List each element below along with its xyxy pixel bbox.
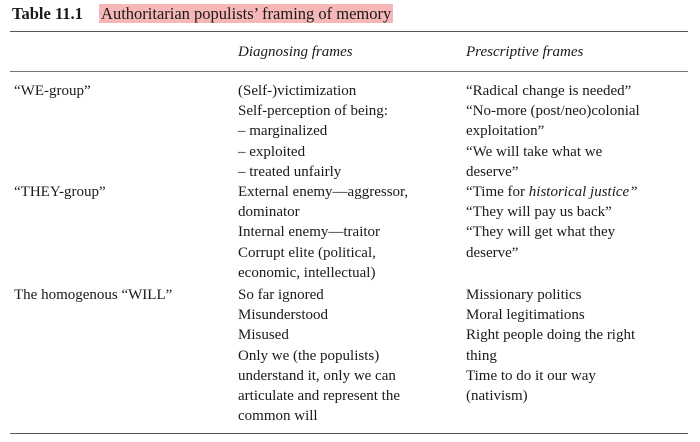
header-prescriptive: Prescriptive frames (466, 44, 584, 60)
bottom-rule (10, 433, 688, 434)
table-title: Authoritarian populists’ framing of memory (101, 4, 392, 23)
header-diagnosing: Diagnosing frames (238, 44, 353, 60)
table-number: Table 11.1 (12, 4, 83, 23)
row-label: The homogenous “WILL” (14, 287, 173, 303)
diagnosing-cell: So far ignored Misunderstood Misused Only we (the populists) understand it, only we can articulate and represent the common will (238, 287, 400, 425)
italic-phrase: historical justice” (528, 184, 638, 200)
table-caption (12, 4, 393, 24)
prescriptive-cell: Missionary politics Moral legitimations Right people doing the right thing Time to do it our way (nativism) (466, 287, 636, 405)
header-rule (10, 71, 688, 72)
row-label: “THEY-group” (14, 184, 106, 200)
diagnosing-cell: External enemy—aggressor, dominator Internal enemy—traitor Corrupt elite (political, economic, intellectual) (238, 184, 409, 281)
prescriptive-cell: “Radical change is needed” “No-more (post/neo)colonial exploitation” “We will take what we deserve” (466, 83, 640, 180)
diagnosing-cell: (Self-)victimization Self-perception of being: – marginalized – exploited – treated unfairly (238, 83, 388, 180)
prescriptive-cell: “Time for historical justice” “They will pay us back” “They will get what they deserve” (466, 184, 638, 261)
row-label: “WE-group” (14, 83, 91, 99)
top-rule (10, 31, 688, 32)
